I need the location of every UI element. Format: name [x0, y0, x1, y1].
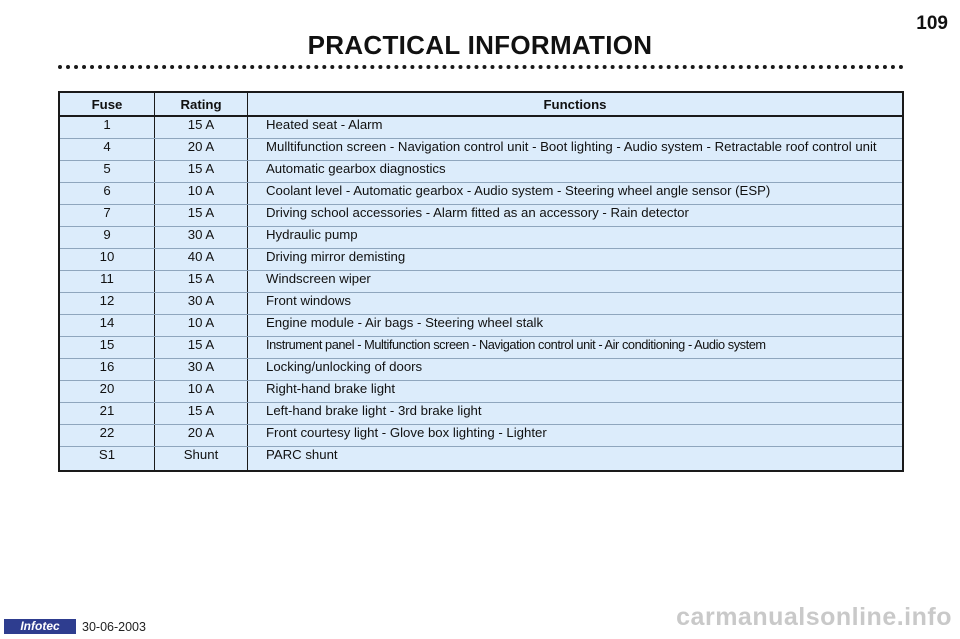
cell-functions: Automatic gearbox diagnostics [248, 161, 904, 183]
cell-fuse: S1 [59, 447, 155, 472]
cell-functions: Front windows [248, 293, 904, 315]
cell-rating: 40 A [155, 249, 248, 271]
cell-rating: 30 A [155, 293, 248, 315]
fuse-table [58, 91, 904, 472]
header-functions: Functions [248, 92, 904, 116]
cell-rating: 30 A [155, 227, 248, 249]
cell-functions: Driving school accessories - Alarm fitted as an accessory - Rain detector [248, 205, 904, 227]
table-row [59, 425, 903, 447]
table-row [59, 249, 903, 271]
footer-date: 30-06-2003 [82, 620, 146, 634]
table-header-row [59, 92, 903, 116]
table-row [59, 447, 903, 472]
cell-fuse: 21 [59, 403, 155, 425]
cell-fuse: 7 [59, 205, 155, 227]
cell-fuse: 15 [59, 337, 155, 359]
cell-rating: 20 A [155, 139, 248, 161]
cell-fuse: 5 [59, 161, 155, 183]
cell-fuse: 10 [59, 249, 155, 271]
cell-functions: Hydraulic pump [248, 227, 904, 249]
cell-functions: PARC shunt [266, 447, 338, 462]
cell-functions: Windscreen wiper [248, 271, 904, 293]
cell-functions: Right-hand brake light [248, 381, 904, 403]
cell-fuse: 22 [59, 425, 155, 447]
table-row [59, 271, 903, 293]
table-row [59, 315, 903, 337]
cell-fuse: 12 [59, 293, 155, 315]
table-row [59, 227, 903, 249]
table-row [59, 183, 903, 205]
table-row [59, 381, 903, 403]
cell-rating: Shunt [155, 447, 248, 472]
cell-functions: Coolant level - Automatic gearbox - Audio system - Steering wheel angle sensor (ESP) [248, 183, 904, 205]
infotec-logo: Infotec [4, 619, 76, 634]
header-rating: Rating [155, 92, 248, 116]
cell-fuse: 20 [59, 381, 155, 403]
table-row [59, 205, 903, 227]
cell-rating: 10 A [155, 381, 248, 403]
cell-fuse: 1 [59, 116, 155, 139]
cell-fuse: 11 [59, 271, 155, 293]
table-row [59, 359, 903, 381]
cell-functions: Heated seat - Alarm [248, 116, 904, 139]
cell-rating: 15 A [155, 337, 248, 359]
cell-fuse: 9 [59, 227, 155, 249]
cell-rating: 10 A [155, 315, 248, 337]
cell-rating: 15 A [155, 403, 248, 425]
cell-functions: Mulltifunction screen - Navigation control unit - Boot lighting - Audio system - Retractable roof control unit [248, 139, 904, 161]
cell-rating: 10 A [155, 183, 248, 205]
table-row [59, 139, 903, 161]
cell-rating: 20 A [155, 425, 248, 447]
cell-fuse: 14 [59, 315, 155, 337]
page-title: PRACTICAL INFORMATION [307, 30, 653, 60]
cell-fuse: 4 [59, 139, 155, 161]
cell-functions: Driving mirror demisting [248, 249, 904, 271]
header-fuse: Fuse [59, 92, 155, 116]
cell-rating: 15 A [155, 205, 248, 227]
watermark: carmanualsonline.info [676, 603, 952, 631]
cell-functions: Engine module - Air bags - Steering wheel stalk [248, 315, 904, 337]
cell-functions: Front courtesy light - Glove box lighting - Lighter [248, 425, 904, 447]
cell-rating: 15 A [155, 116, 248, 139]
cell-functions: Locking/unlocking of doors [248, 359, 904, 381]
cell-functions: Left-hand brake light - 3rd brake light [248, 403, 904, 425]
table-row [59, 403, 903, 425]
dotted-divider [58, 65, 904, 69]
page-number: 109 [916, 13, 948, 34]
cell-fuse: 6 [59, 183, 155, 205]
table-row [59, 337, 903, 359]
cell-fuse: 16 [59, 359, 155, 381]
table-row [59, 116, 903, 139]
cell-functions: Instrument panel - Multifunction screen - Navigation control unit - Air conditioning - Audio system [248, 337, 904, 359]
cell-rating: 15 A [155, 161, 248, 183]
table-row [59, 293, 903, 315]
table-row [59, 161, 903, 183]
cell-rating: 30 A [155, 359, 248, 381]
cell-rating: 15 A [155, 271, 248, 293]
